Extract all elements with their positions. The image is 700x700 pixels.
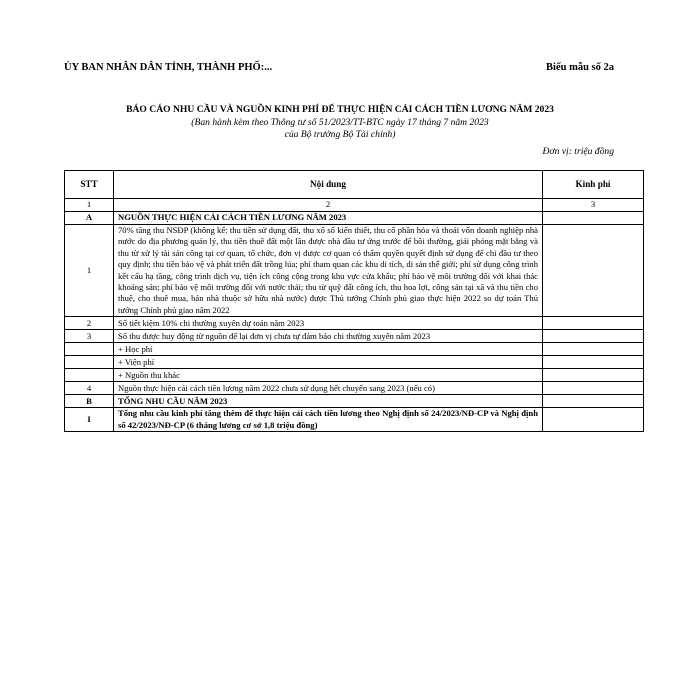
report-title: BÁO CÁO NHU CẦU VÀ NGUỒN KINH PHÍ ĐỂ THỰC HIỆN CẢI CÁCH TIỀN LƯƠNG NĂM 2023 — [126, 104, 554, 115]
table-row — [65, 356, 644, 369]
table-row — [65, 343, 644, 356]
colnum-3: 3 — [543, 199, 644, 212]
row-content: + Học phí — [114, 343, 543, 356]
row-amount — [543, 225, 644, 317]
column-number-row — [65, 199, 644, 212]
row-amount — [543, 212, 644, 225]
row-stt: B — [65, 395, 114, 408]
row-stt: 4 — [65, 382, 114, 395]
row-stt: 3 — [65, 330, 114, 343]
row-content: + Nguồn thu khác — [114, 369, 543, 382]
row-stt — [65, 356, 114, 369]
table-row — [65, 395, 644, 408]
header-content: Nội dung — [114, 171, 543, 199]
row-content: NGUỒN THỰC HIỆN CẢI CÁCH TIỀN LƯƠNG NĂM 2023 — [114, 212, 543, 225]
table-row — [65, 225, 644, 317]
row-content: TỔNG NHU CẦU NĂM 2023 — [114, 395, 543, 408]
colnum-2: 2 — [114, 199, 543, 212]
table-row — [65, 212, 644, 225]
report-table — [64, 170, 644, 432]
row-content: Tổng nhu cầu kinh phí tăng thêm để thực hiện cải cách tiền lương theo Nghị định số 24/2023/NĐ-CP và Nghị định số 42/2023/NĐ-CP (6 tháng lương cơ sở 1,8 triệu đồng) — [114, 408, 543, 432]
header-stt: STT — [65, 171, 114, 199]
row-amount — [543, 317, 644, 330]
report-subtitle-line2: của Bộ trưởng Bộ Tài chính) — [284, 129, 396, 140]
colnum-1: 1 — [65, 199, 114, 212]
row-amount — [543, 356, 644, 369]
agency-header: ỦY BAN NHÂN DÂN TỈNH, THÀNH PHỐ:... — [64, 62, 273, 73]
table-row — [65, 330, 644, 343]
row-stt: 1 — [65, 225, 114, 317]
row-amount — [543, 343, 644, 356]
table-header-row — [65, 171, 644, 199]
unit-label: Đơn vị: triệu đồng — [542, 146, 614, 157]
row-content: + Viện phí — [114, 356, 543, 369]
table-row — [65, 382, 644, 395]
row-amount — [543, 382, 644, 395]
row-stt: 2 — [65, 317, 114, 330]
row-content: Số thu được huy động từ nguồn để lại đơn vị chưa tự đảm bảo chi thường xuyên năm 2023 — [114, 330, 543, 343]
row-stt: I — [65, 408, 114, 432]
row-content: Số tiết kiệm 10% chi thường xuyên dự toán năm 2023 — [114, 317, 543, 330]
row-stt — [65, 369, 114, 382]
row-amount — [543, 369, 644, 382]
row-content: Nguồn thực hiện cải cách tiền lương năm 2022 chưa sử dụng hết chuyển sang 2023 (nếu có) — [114, 382, 543, 395]
table-row — [65, 369, 644, 382]
row-stt: A — [65, 212, 114, 225]
report-subtitle-line1: (Ban hành kèm theo Thông tư số 51/2023/TT-BTC ngày 17 tháng 7 năm 2023 — [191, 117, 489, 128]
table-row — [65, 317, 644, 330]
table-row — [65, 408, 644, 432]
row-amount — [543, 408, 644, 432]
header-amount: Kinh phí — [543, 171, 644, 199]
row-amount — [543, 395, 644, 408]
row-amount — [543, 330, 644, 343]
row-content: 70% tăng thu NSĐP (không kể: thu tiền sử dụng đất, thu xổ số kiến thiết, thu cổ phần hóa và thoái vốn doanh nghiệp nhà nước do địa phương quản lý, thu tiền thuê đất một lần được nhà đầu tư ứng trước để bồi thường, giải phóng mặt bằng và thu từ xử lý tài sản công tại cơ quan, tổ chức, đơn vị được cơ quan có thẩm quyền quyết định sử dụng để chi đầu tư theo quy định; thu tiền bảo vệ và phát triển đất trồng lúa; phí tham quan các khu di tích, di sản thế giới; phí sử dụng công trình kết cấu hạ tầng, công trình dịch vụ, tiện ích công cộng trong khu vực cửa khẩu; phí bảo vệ môi trường đối với khai thác khoáng sản; phí bảo vệ môi trường đối với nước thải; thu từ quỹ đất công ích, thu hoa lợi, công sản tại xã và thu tiền cho thuê, cho thuê mua, bán nhà thuộc sở hữu nhà nước) được Thủ tướng Chính phủ giao thực hiện 2022 so dự toán Thủ tướng Chính phủ giao năm 2022 — [114, 225, 543, 317]
form-code: Biểu mẫu số 2a — [546, 62, 614, 73]
row-stt — [65, 343, 114, 356]
